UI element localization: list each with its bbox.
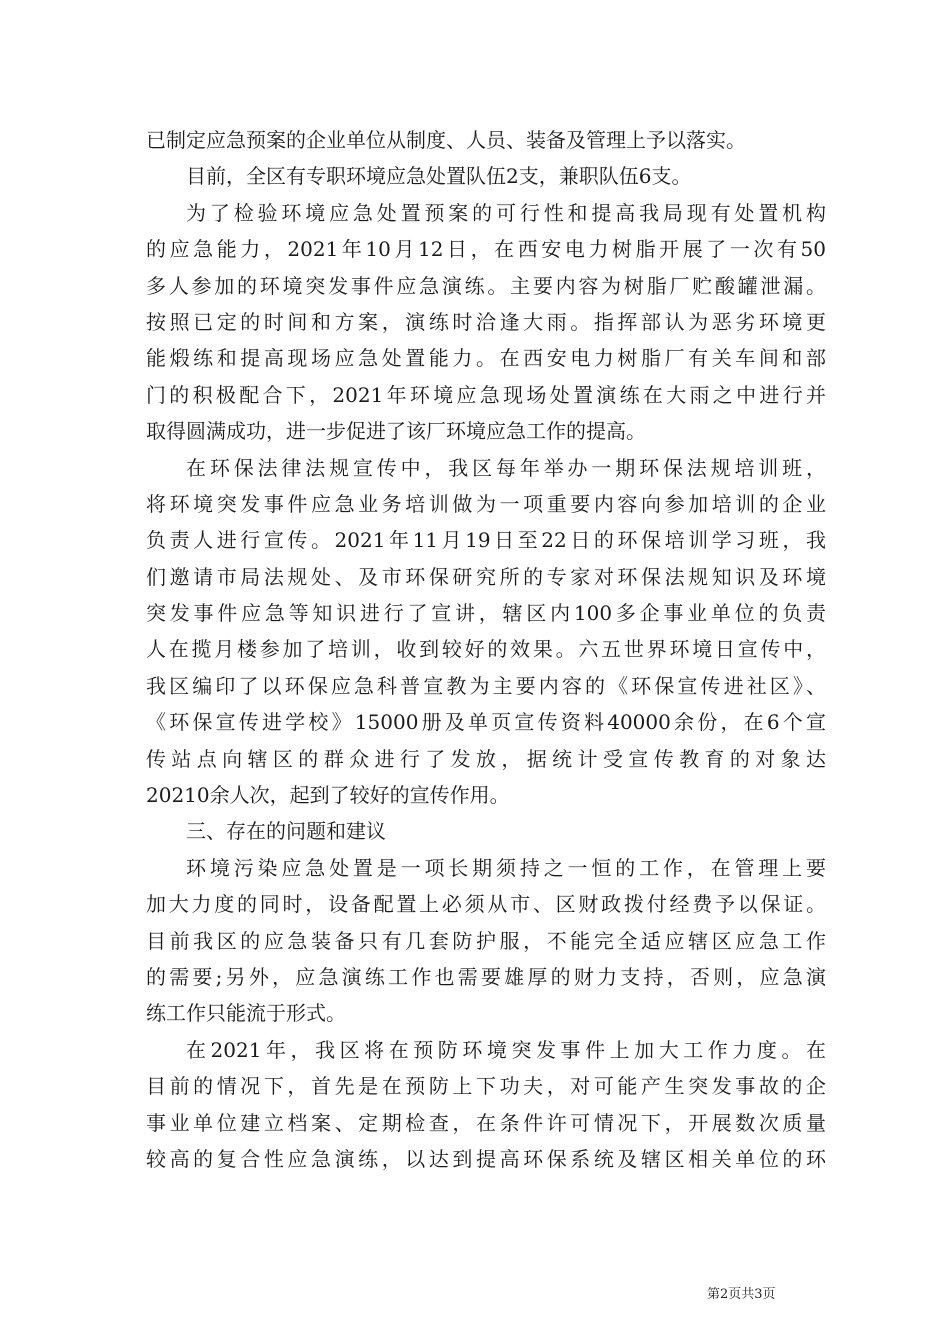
text-line: 为了检验环境应急处置预案的可行性和提高我局现有处置机构 bbox=[186, 200, 826, 225]
text-line: 事业单位建立档案、定期检查，在条件许可情况下，开展数次质量 bbox=[146, 1110, 826, 1135]
document-body bbox=[146, 122, 826, 1177]
text-line: 的需要;另外，应急演练工作也需要雄厚的财力支持，否则，应急演 bbox=[146, 964, 826, 989]
text-line: 练工作只能流于形式。 bbox=[146, 1001, 346, 1026]
text-line: 目前的情况下，首先是在预防上下功夫，对可能产生突发事故的企 bbox=[146, 1074, 826, 1099]
text-line: 三、存在的问题和建议 bbox=[186, 819, 386, 844]
text-line: 能煅练和提高现场应急处置能力。在西安电力树脂厂有关车间和部 bbox=[146, 346, 826, 371]
text-line: 加大力度的同时，设备配置上必须从市、区财政拨付经费予以保证。 bbox=[146, 892, 826, 917]
text-line: 《环保宣传进学校》15000册及单页宣传资料40000余份，在6个宣 bbox=[146, 710, 826, 735]
text-line: 们邀请市局法规处、及市环保研究所的专家对环保法规知识及环境 bbox=[146, 564, 826, 589]
text-line: 突发事件应急等知识进行了宣讲，辖区内100多企事业单位的负责 bbox=[146, 601, 826, 626]
text-line: 20210余人次，起到了较好的宣传作用。 bbox=[146, 783, 510, 808]
text-line: 环境污染应急处置是一项长期须持之一恒的工作，在管理上要 bbox=[186, 855, 826, 880]
page-number: 第2页共3页 bbox=[707, 1287, 776, 1302]
text-line: 负责人进行宣传。2021年11月19日至22日的环保培训学习班，我 bbox=[146, 528, 826, 553]
text-line: 取得圆满成功，进一步促进了该厂环境应急工作的提高。 bbox=[146, 419, 646, 444]
text-line: 传站点向辖区的群众进行了发放，据统计受宣传教育的对象达 bbox=[146, 746, 826, 771]
text-line: 目前我区的应急装备只有几套防护服，不能完全适应辖区应急工作 bbox=[146, 928, 826, 953]
text-line: 人在揽月楼参加了培训，收到较好的效果。六五世界环境日宣传中， bbox=[146, 637, 826, 662]
text-line: 在2021年，我区将在预防环境突发事件上加大工作力度。在 bbox=[186, 1037, 826, 1062]
text-line: 我区编印了以环保应急科普宣教为主要内容的《环保宣传进社区》、 bbox=[146, 673, 826, 698]
text-line: 将环境突发事件应急业务培训做为一项重要内容向参加培训的企业 bbox=[146, 491, 826, 516]
text-line: 较高的复合性应急演练，以达到提高环保系统及辖区相关单位的环 bbox=[146, 1146, 826, 1171]
text-line: 多人参加的环境突发事件应急演练。主要内容为树脂厂贮酸罐泄漏。 bbox=[146, 273, 826, 298]
text-line: 在环保法律法规宣传中，我区每年举办一期环保法规培训班， bbox=[186, 455, 826, 480]
text-line: 目前，全区有专职环境应急处置队伍2支，兼职队伍6支。 bbox=[186, 164, 692, 189]
text-line: 按照已定的时间和方案，演练时洽逢大雨。指挥部认为恶劣环境更 bbox=[146, 309, 826, 334]
text-line: 的应急能力，2021年10月12日，在西安电力树脂开展了一次有50 bbox=[146, 237, 826, 262]
text-line: 已制定应急预案的企业单位从制度、人员、装备及管理上予以落实。 bbox=[146, 128, 746, 152]
text-line: 门的积极配合下，2021年环境应急现场处置演练在大雨之中进行并 bbox=[146, 382, 826, 407]
